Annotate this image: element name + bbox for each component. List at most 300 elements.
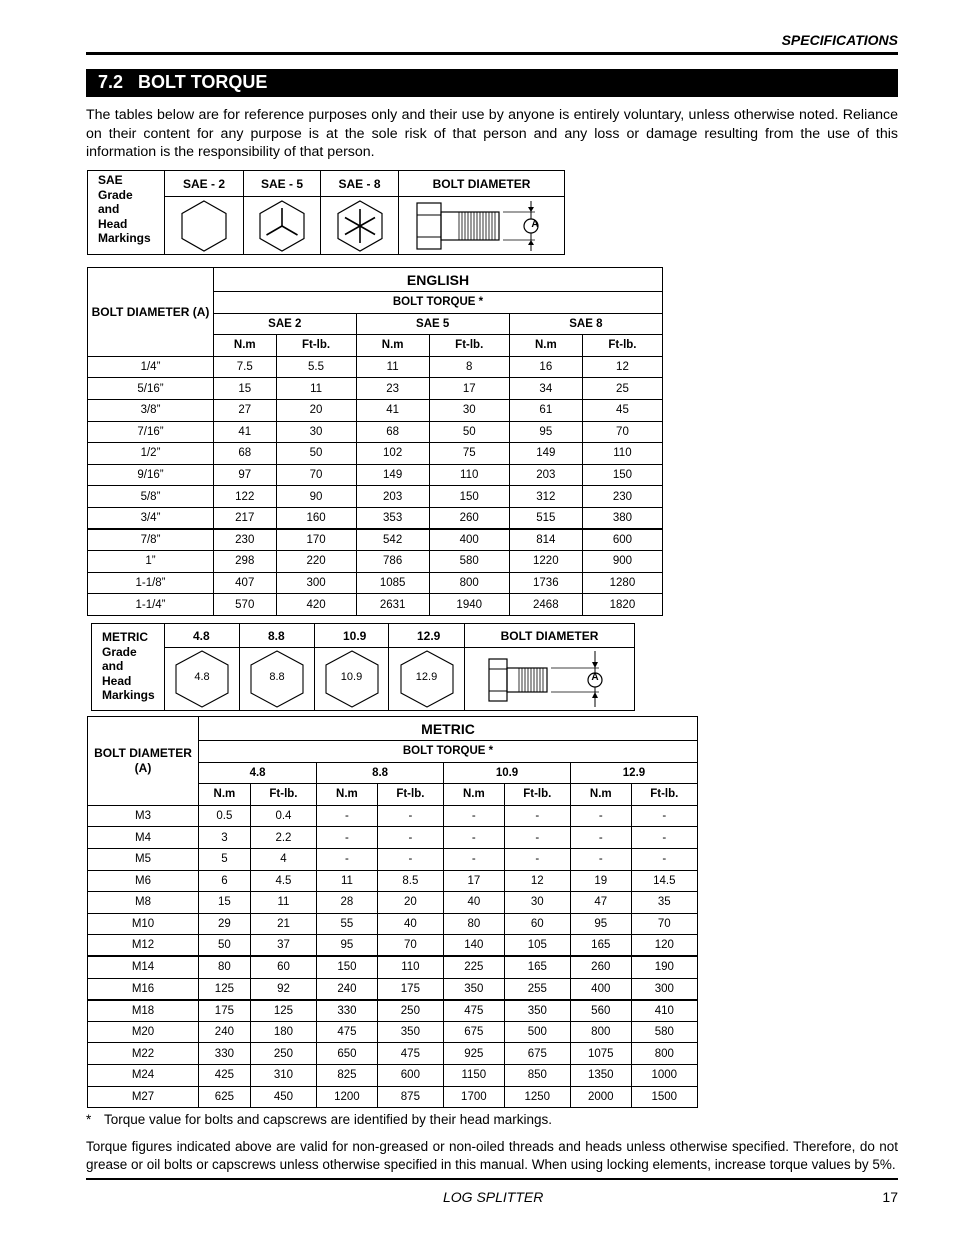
torque-value-cell: 92 — [250, 978, 316, 1000]
torque-value-cell: 80 — [199, 956, 251, 978]
torque-value-cell: 125 — [199, 978, 251, 1000]
table-row — [88, 1043, 698, 1065]
table-row — [88, 443, 663, 465]
torque-value-cell: 1250 — [504, 1086, 570, 1108]
table-row — [88, 913, 698, 935]
torque-value-cell: 11 — [317, 870, 378, 892]
torque-value-cell: 240 — [317, 978, 378, 1000]
bolt-size-cell: M6 — [88, 870, 199, 892]
torque-value-cell: 230 — [582, 486, 662, 508]
torque-value-cell: 250 — [250, 1043, 316, 1065]
torque-value-cell: 122 — [214, 486, 277, 508]
torque-value-cell: 47 — [570, 892, 631, 914]
bolt-size-cell: M10 — [88, 913, 199, 935]
torque-value-cell: 110 — [377, 956, 443, 978]
table-row — [88, 399, 663, 421]
table-row — [88, 421, 663, 443]
torque-value-cell: 1075 — [570, 1043, 631, 1065]
bolt-diameter-diagram — [465, 648, 635, 711]
torque-value-cell: 0.4 — [250, 805, 316, 827]
metric-grade-header: 12.9 — [389, 624, 465, 648]
unit-header: Ft-lb. — [276, 335, 356, 357]
torque-value-cell: 7.5 — [214, 356, 277, 378]
grade-header: SAE 5 — [356, 313, 509, 335]
torque-value-cell: 312 — [509, 486, 582, 508]
head-stamp: 10.9 — [340, 671, 363, 683]
torque-value-cell: 29 — [199, 913, 251, 935]
torque-value-cell: 40 — [444, 892, 505, 914]
torque-value-cell: 23 — [356, 378, 429, 400]
torque-value-cell: 30 — [429, 399, 509, 421]
unit-header: N.m — [509, 335, 582, 357]
torque-value-cell: 55 — [317, 913, 378, 935]
table-row — [88, 464, 663, 486]
bolt-size-cell: 5/8” — [88, 486, 214, 508]
torque-value-cell: 425 — [199, 1064, 251, 1086]
torque-value-cell: 95 — [317, 935, 378, 957]
torque-value-cell: 97 — [214, 464, 277, 486]
torque-value-cell: 560 — [570, 1000, 631, 1022]
unit-header: N.m — [199, 784, 251, 806]
bolt-torque-header: BOLT TORQUE * — [214, 292, 663, 314]
torque-value-cell: - — [570, 805, 631, 827]
torque-value-cell: 675 — [504, 1043, 570, 1065]
torque-value-cell: 260 — [429, 507, 509, 529]
sae-grade-header: SAE - 8 — [321, 171, 399, 197]
grade-header: 4.8 — [199, 762, 317, 784]
bolt-size-cell: 1-1/4” — [88, 594, 214, 616]
torque-value-cell: 70 — [582, 421, 662, 443]
table-row — [88, 529, 663, 551]
torque-value-cell: 30 — [276, 421, 356, 443]
metric-markings-table — [91, 623, 635, 711]
torque-value-cell: 240 — [199, 1021, 251, 1043]
torque-value-cell: 60 — [504, 913, 570, 935]
torque-value-cell: 420 — [276, 594, 356, 616]
torque-value-cell: 1820 — [582, 594, 662, 616]
table-row — [88, 551, 663, 573]
torque-value-cell: - — [377, 827, 443, 849]
metric-grade-header: 10.9 — [315, 624, 389, 648]
torque-value-cell: 15 — [214, 378, 277, 400]
torque-value-cell: 125 — [250, 1000, 316, 1022]
torque-value-cell: - — [444, 805, 505, 827]
torque-value-cell: 786 — [356, 551, 429, 573]
unit-header: Ft-lb. — [250, 784, 316, 806]
torque-value-cell: 11 — [356, 356, 429, 378]
bolt-size-cell: 5/16” — [88, 378, 214, 400]
sae-grade-header: SAE - 5 — [244, 171, 321, 197]
torque-value-cell: 11 — [250, 892, 316, 914]
torque-value-cell: 175 — [377, 978, 443, 1000]
torque-value-cell: 105 — [504, 935, 570, 957]
torque-value-cell: - — [444, 848, 505, 870]
torque-value-cell: 800 — [429, 572, 509, 594]
torque-value-cell: 450 — [250, 1086, 316, 1108]
torque-value-cell: 330 — [317, 1000, 378, 1022]
torque-value-cell: 600 — [582, 529, 662, 551]
torque-value-cell: 2631 — [356, 594, 429, 616]
bolt-diagram-icon — [475, 649, 625, 709]
torque-value-cell: 4 — [250, 848, 316, 870]
torque-value-cell: 675 — [444, 1021, 505, 1043]
torque-value-cell: - — [570, 827, 631, 849]
torque-value-cell: 95 — [509, 421, 582, 443]
torque-value-cell: 814 — [509, 529, 582, 551]
torque-value-cell: 350 — [377, 1021, 443, 1043]
footnote-text: Torque value for bolts and capscrews are identified by their head markings. — [104, 1112, 552, 1127]
torque-value-cell: 17 — [444, 870, 505, 892]
torque-value-cell: 800 — [570, 1021, 631, 1043]
table-row — [88, 378, 663, 400]
metric-markings-label: METRIC Grade and Head Markings — [92, 624, 165, 711]
torque-value-cell: 190 — [631, 956, 697, 978]
torque-value-cell: - — [444, 827, 505, 849]
bolt-diameter-column-header: BOLT DIAMETER (A) — [88, 268, 214, 357]
bolt-diameter-header: BOLT DIAMETER — [399, 171, 565, 197]
footnote-marker: * — [86, 1112, 92, 1127]
table-row — [88, 827, 698, 849]
grade-header: 10.9 — [444, 762, 571, 784]
torque-value-cell: 600 — [377, 1064, 443, 1086]
callout-label: A — [591, 672, 599, 683]
table-row — [88, 1000, 698, 1022]
page-number: 17 — [882, 1189, 898, 1205]
grade-8-8-head-icon — [240, 648, 315, 711]
torque-value-cell: 149 — [509, 443, 582, 465]
section-heading — [86, 69, 898, 97]
torque-value-cell: 4.5 — [250, 870, 316, 892]
torque-value-cell: 80 — [444, 913, 505, 935]
table-row — [88, 1086, 698, 1108]
table-row — [88, 870, 698, 892]
bolt-diameter-header: BOLT DIAMETER — [465, 624, 635, 648]
torque-value-cell: - — [377, 805, 443, 827]
torque-value-cell: - — [631, 848, 697, 870]
section-number: 7.2 — [98, 72, 124, 92]
header-rule — [86, 52, 898, 55]
torque-value-cell: 1200 — [317, 1086, 378, 1108]
torque-value-cell: 400 — [570, 978, 631, 1000]
torque-value-cell: 1280 — [582, 572, 662, 594]
torque-value-cell: 1736 — [509, 572, 582, 594]
bolt-size-cell: M5 — [88, 848, 199, 870]
table-row — [88, 805, 698, 827]
bolt-size-cell: M3 — [88, 805, 199, 827]
torque-value-cell: 70 — [377, 935, 443, 957]
footer-rule — [86, 1178, 898, 1180]
grade-12-9-head-icon — [389, 648, 465, 711]
torque-value-cell: 225 — [444, 956, 505, 978]
bolt-size-cell: M27 — [88, 1086, 199, 1108]
torque-value-cell: 300 — [631, 978, 697, 1000]
unit-header: N.m — [356, 335, 429, 357]
table-row — [88, 486, 663, 508]
torque-value-cell: 380 — [582, 507, 662, 529]
torque-value-cell: 12 — [582, 356, 662, 378]
metric-table-title: METRIC — [199, 717, 698, 741]
sae2-head-marking-icon — [165, 197, 244, 255]
sae-grade-header: SAE - 2 — [165, 171, 244, 197]
bolt-size-cell: 9/16” — [88, 464, 214, 486]
table-row — [88, 978, 698, 1000]
bolt-size-cell: M14 — [88, 956, 199, 978]
torque-value-cell: 19 — [570, 870, 631, 892]
table-row — [88, 507, 663, 529]
torque-value-cell: 16 — [509, 356, 582, 378]
english-torque-table — [87, 267, 663, 616]
torque-value-cell: 407 — [214, 572, 277, 594]
table-row — [88, 956, 698, 978]
torque-value-cell: 68 — [356, 421, 429, 443]
torque-value-cell: 150 — [429, 486, 509, 508]
unit-header: N.m — [317, 784, 378, 806]
torque-value-cell: 625 — [199, 1086, 251, 1108]
torque-value-cell: 300 — [276, 572, 356, 594]
torque-value-cell: 203 — [356, 486, 429, 508]
torque-value-cell: - — [631, 805, 697, 827]
torque-value-cell: 825 — [317, 1064, 378, 1086]
torque-value-cell: 21 — [250, 913, 316, 935]
head-stamp: 12.9 — [415, 671, 438, 683]
torque-value-cell: 230 — [214, 529, 277, 551]
torque-value-cell: 95 — [570, 913, 631, 935]
torque-value-cell: 20 — [276, 399, 356, 421]
torque-value-cell: 1350 — [570, 1064, 631, 1086]
bolt-size-cell: 7/8” — [88, 529, 214, 551]
torque-value-cell: 150 — [317, 956, 378, 978]
torque-value-cell: 580 — [631, 1021, 697, 1043]
torque-value-cell: 11 — [276, 378, 356, 400]
callout-label: A — [531, 219, 539, 230]
torque-value-cell: 30 — [504, 892, 570, 914]
torque-value-cell: - — [504, 848, 570, 870]
torque-value-cell: 475 — [317, 1021, 378, 1043]
torque-value-cell: 160 — [276, 507, 356, 529]
bolt-size-cell: M4 — [88, 827, 199, 849]
torque-value-cell: 5 — [199, 848, 251, 870]
sae5-head-marking-icon — [244, 197, 321, 255]
bolt-diameter-diagram — [399, 197, 565, 255]
torque-value-cell: 50 — [429, 421, 509, 443]
torque-value-cell: 475 — [377, 1043, 443, 1065]
table-row — [88, 1021, 698, 1043]
table-row — [88, 356, 663, 378]
torque-value-cell: 6 — [199, 870, 251, 892]
torque-value-cell: 110 — [582, 443, 662, 465]
torque-value-cell: 17 — [429, 378, 509, 400]
torque-value-cell: - — [504, 805, 570, 827]
torque-value-cell: 14.5 — [631, 870, 697, 892]
torque-value-cell: 37 — [250, 935, 316, 957]
torque-value-cell: 203 — [509, 464, 582, 486]
torque-value-cell: - — [377, 848, 443, 870]
torque-value-cell: 50 — [199, 935, 251, 957]
torque-value-cell: 60 — [250, 956, 316, 978]
head-stamp: 4.8 — [194, 671, 210, 683]
torque-value-cell: 45 — [582, 399, 662, 421]
unit-header: Ft-lb. — [582, 335, 662, 357]
grade-header: SAE 8 — [509, 313, 662, 335]
footer-title: LOG SPLITTER — [443, 1189, 544, 1205]
section-title: BOLT TORQUE — [138, 72, 268, 92]
torque-value-cell: 260 — [570, 956, 631, 978]
torque-value-cell: 110 — [429, 464, 509, 486]
torque-value-cell: 165 — [504, 956, 570, 978]
torque-value-cell: 875 — [377, 1086, 443, 1108]
torque-value-cell: 515 — [509, 507, 582, 529]
torque-value-cell: 50 — [276, 443, 356, 465]
torque-value-cell: 1150 — [444, 1064, 505, 1086]
torque-value-cell: 180 — [250, 1021, 316, 1043]
torque-value-cell: 41 — [214, 421, 277, 443]
torque-value-cell: 220 — [276, 551, 356, 573]
metric-grade-header: 8.8 — [240, 624, 315, 648]
torque-value-cell: 353 — [356, 507, 429, 529]
torque-value-cell: 475 — [444, 1000, 505, 1022]
torque-value-cell: - — [631, 827, 697, 849]
torque-value-cell: 61 — [509, 399, 582, 421]
torque-value-cell: 250 — [377, 1000, 443, 1022]
torque-value-cell: 500 — [504, 1021, 570, 1043]
unit-header: N.m — [214, 335, 277, 357]
torque-value-cell: 1000 — [631, 1064, 697, 1086]
torque-value-cell: 75 — [429, 443, 509, 465]
torque-value-cell: 12 — [504, 870, 570, 892]
unit-header: N.m — [444, 784, 505, 806]
table-row — [88, 935, 698, 957]
unit-header: Ft-lb. — [631, 784, 697, 806]
bolt-size-cell: M22 — [88, 1043, 199, 1065]
bolt-size-cell: M8 — [88, 892, 199, 914]
bolt-diameter-column-header: BOLT DIAMETER (A) — [88, 717, 199, 806]
torque-value-cell: 5.5 — [276, 356, 356, 378]
metric-torque-table — [87, 716, 698, 1108]
torque-value-cell: 35 — [631, 892, 697, 914]
bolt-size-cell: 1-1/8” — [88, 572, 214, 594]
torque-value-cell: 8.5 — [377, 870, 443, 892]
torque-value-cell: 0.5 — [199, 805, 251, 827]
torque-value-cell: 70 — [276, 464, 356, 486]
torque-value-cell: 350 — [444, 978, 505, 1000]
sae-markings-label: SAE Grade and Head Markings — [88, 171, 165, 255]
bolt-size-cell: M12 — [88, 935, 199, 957]
sae-markings-table — [87, 170, 565, 255]
torque-value-cell: 28 — [317, 892, 378, 914]
intro-paragraph: The tables below are for reference purposes only and their use by anyone is entirely voluntary, unless otherwise noted. Reliance on their content for any purpose is at the sole risk of that person and any loss or damage resulting from the use of this information is the responsibility of that person. — [86, 107, 898, 160]
torque-value-cell: 68 — [214, 443, 277, 465]
table-row — [88, 572, 663, 594]
torque-value-cell: 310 — [250, 1064, 316, 1086]
grade-header: 8.8 — [317, 762, 444, 784]
torque-value-cell: 925 — [444, 1043, 505, 1065]
torque-value-cell: 41 — [356, 399, 429, 421]
bolt-size-cell: 1” — [88, 551, 214, 573]
torque-value-cell: 298 — [214, 551, 277, 573]
grade-10-9-head-icon — [315, 648, 389, 711]
torque-value-cell: 1085 — [356, 572, 429, 594]
torque-value-cell: 570 — [214, 594, 277, 616]
torque-value-cell: - — [317, 805, 378, 827]
bolt-size-cell: 1/2” — [88, 443, 214, 465]
torque-value-cell: 102 — [356, 443, 429, 465]
torque-value-cell: 900 — [582, 551, 662, 573]
bolt-torque-header: BOLT TORQUE * — [199, 741, 698, 763]
table-row — [88, 848, 698, 870]
torque-value-cell: - — [504, 827, 570, 849]
torque-value-cell: 15 — [199, 892, 251, 914]
table-row — [88, 594, 663, 616]
torque-value-cell: 34 — [509, 378, 582, 400]
torque-value-cell: 70 — [631, 913, 697, 935]
sae8-head-marking-icon — [321, 197, 399, 255]
torque-value-cell: 1940 — [429, 594, 509, 616]
torque-value-cell: 3 — [199, 827, 251, 849]
grade-header: 12.9 — [570, 762, 697, 784]
torque-value-cell: - — [317, 848, 378, 870]
torque-value-cell: 1500 — [631, 1086, 697, 1108]
torque-value-cell: 149 — [356, 464, 429, 486]
running-header: SPECIFICATIONS — [781, 32, 898, 48]
torque-value-cell: 542 — [356, 529, 429, 551]
metric-grade-header: 4.8 — [165, 624, 240, 648]
torque-value-cell: 800 — [631, 1043, 697, 1065]
torque-value-cell: 2.2 — [250, 827, 316, 849]
torque-value-cell: 90 — [276, 486, 356, 508]
bolt-size-cell: 1/4” — [88, 356, 214, 378]
torque-value-cell: 217 — [214, 507, 277, 529]
torque-note: Torque figures indicated above are valid for non-greased or non-oiled threads and heads unless otherwise specified. Therefore, do not grease or oil bolts or capscrews unless otherwise specified in this manual. When using locking elements, increase torque values by 5%. — [86, 1139, 898, 1172]
bolt-size-cell: 7/16” — [88, 421, 214, 443]
torque-value-cell: 2000 — [570, 1086, 631, 1108]
torque-value-cell: 8 — [429, 356, 509, 378]
torque-value-cell: 330 — [199, 1043, 251, 1065]
torque-value-cell: 120 — [631, 935, 697, 957]
grade-4-8-head-icon — [165, 648, 240, 711]
bolt-size-cell: M18 — [88, 1000, 199, 1022]
torque-value-cell: 1700 — [444, 1086, 505, 1108]
bolt-size-cell: M16 — [88, 978, 199, 1000]
torque-value-cell: 25 — [582, 378, 662, 400]
table-row — [88, 1064, 698, 1086]
grade-header: SAE 2 — [214, 313, 357, 335]
torque-value-cell: 170 — [276, 529, 356, 551]
bolt-size-cell: M24 — [88, 1064, 199, 1086]
english-table-title: ENGLISH — [214, 268, 663, 292]
torque-value-cell: - — [570, 848, 631, 870]
torque-value-cell: 20 — [377, 892, 443, 914]
torque-value-cell: 150 — [582, 464, 662, 486]
bolt-size-cell: 3/8” — [88, 399, 214, 421]
torque-value-cell: 850 — [504, 1064, 570, 1086]
torque-value-cell: 1220 — [509, 551, 582, 573]
table-row — [88, 892, 698, 914]
unit-header: Ft-lb. — [377, 784, 443, 806]
torque-value-cell: - — [317, 827, 378, 849]
torque-value-cell: 175 — [199, 1000, 251, 1022]
head-stamp: 8.8 — [269, 671, 285, 683]
unit-header: N.m — [570, 784, 631, 806]
torque-value-cell: 350 — [504, 1000, 570, 1022]
unit-header: Ft-lb. — [429, 335, 509, 357]
torque-value-cell: 2468 — [509, 594, 582, 616]
bolt-size-cell: M20 — [88, 1021, 199, 1043]
torque-value-cell: 650 — [317, 1043, 378, 1065]
torque-value-cell: 580 — [429, 551, 509, 573]
torque-value-cell: 40 — [377, 913, 443, 935]
torque-value-cell: 255 — [504, 978, 570, 1000]
bolt-size-cell: 3/4” — [88, 507, 214, 529]
